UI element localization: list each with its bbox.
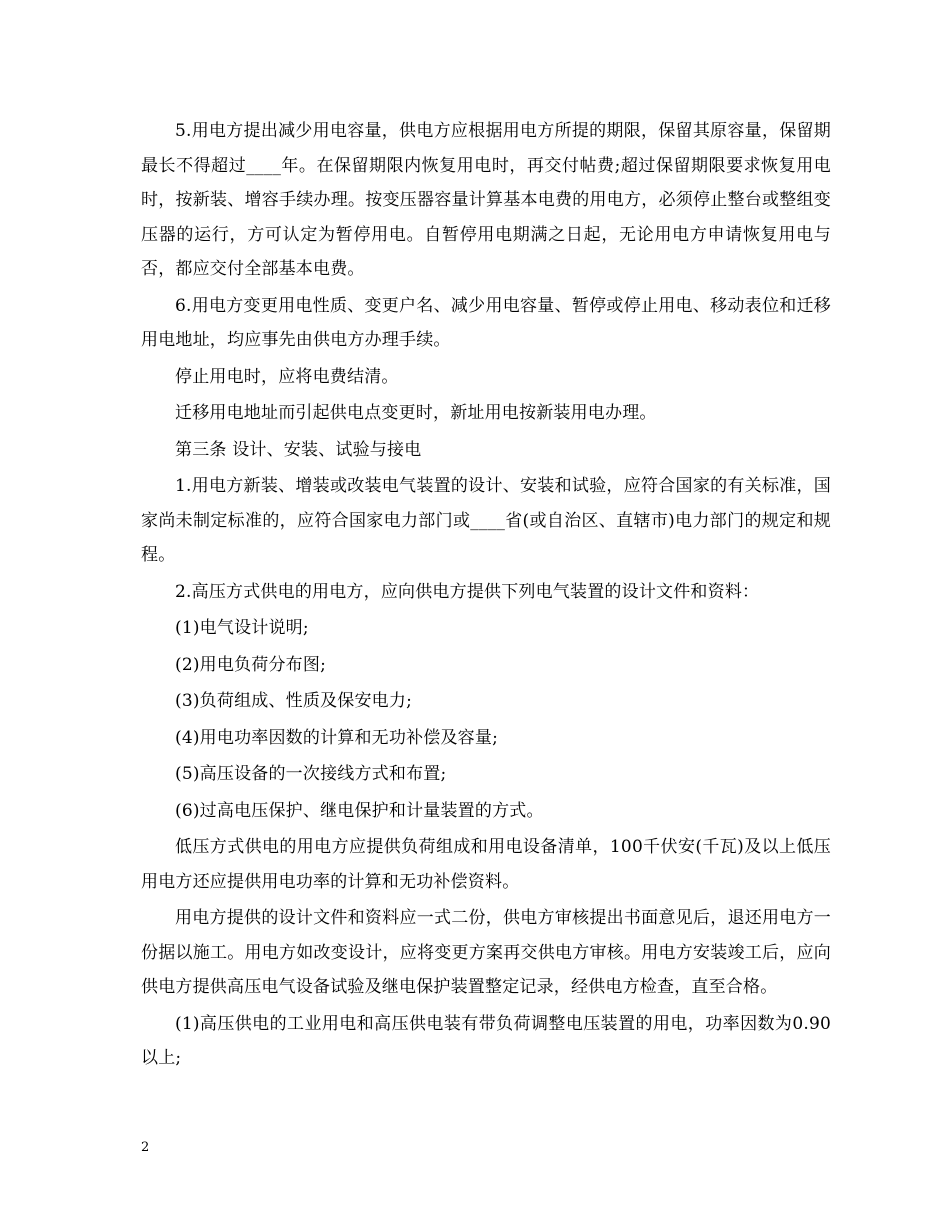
list-item-4: (4)用电功率因数的计算和无功补偿及容量; (175, 727, 499, 748)
document-body (141, 114, 831, 1078)
list-item-1: (1)电气设计说明; (175, 618, 309, 638)
section-heading-article-3: 第三条 设计、安装、试验与接电 (175, 439, 422, 460)
paragraph-relocation: 迁移用电地址而引起供电点变更时，新址用电按新装用电办理。 (175, 403, 657, 423)
paragraph-clause-5: 5.用电方提出减少用电容量，供电方应根据用电方所提的期限，保留其原容量，保留期最长不得超过____年。在保留期限内恢复用电时，再交付帖费;超过保留期限要求恢复用电时，按新装、增容手续办理。按变压器容量计算基本电费的用电方，必须停止整台或整组变压器的运行，方可认定为暂停用电。自暂停用电期满之日起，无论用电方申请恢复用电与否，都应交付全部基本电费。 (141, 121, 831, 279)
paragraph-low-voltage: 低压方式供电的用电方应提供负荷组成和用电设备清单，100千伏安(千瓦)及以上低压用电方还应提供用电功率的计算和无功补偿资料。 (141, 837, 831, 892)
paragraph-stop-power: 停止用电时，应将电费结清。 (175, 366, 399, 387)
paragraph-design-standards: 1.用电方新装、增装或改装电气装置的设计、安装和试验，应符合国家的有关标准，国家尚未制定标准的，应符合国家电力部门或____省(或自治区、直辖市)电力部门的规定和规程。 (141, 476, 831, 565)
page-number: 2 (141, 1140, 150, 1155)
list-item-2: (2)用电负荷分布图; (175, 654, 327, 675)
paragraph-power-factor: (1)高压供电的工业用电和高压供电装有带负荷调整电压装置的用电，功率因数为0.90以上; (141, 1013, 831, 1068)
paragraph-high-voltage-docs: 2.高压方式供电的用电方，应向供电方提供下列电气装置的设计文件和资料： (175, 581, 760, 602)
list-item-5: (5)高压设备的一次接线方式和布置; (175, 764, 447, 784)
list-item-6: (6)过高电压保护、继电保护和计量装置的方式。 (175, 800, 544, 821)
list-item-3: (3)负荷组成、性质及保安电力; (175, 691, 413, 711)
paragraph-design-review: 用电方提供的设计文件和资料应一式二份，供电方审核提出书面意见后，退还用电方一份据以施工。用电方如改变设计，应将变更方案再交供电方审核。用电方安装竣工后，应向供电方提供高压电气设备试验及继电保护装置整定记录，经供电方检查，直至合格。 (141, 908, 831, 997)
paragraph-clause-6: 6.用电方变更用电性质、变更户名、减少用电容量、暂停或停止用电、移动表位和迁移用电地址，均应事先由供电方办理手续。 (141, 295, 831, 350)
